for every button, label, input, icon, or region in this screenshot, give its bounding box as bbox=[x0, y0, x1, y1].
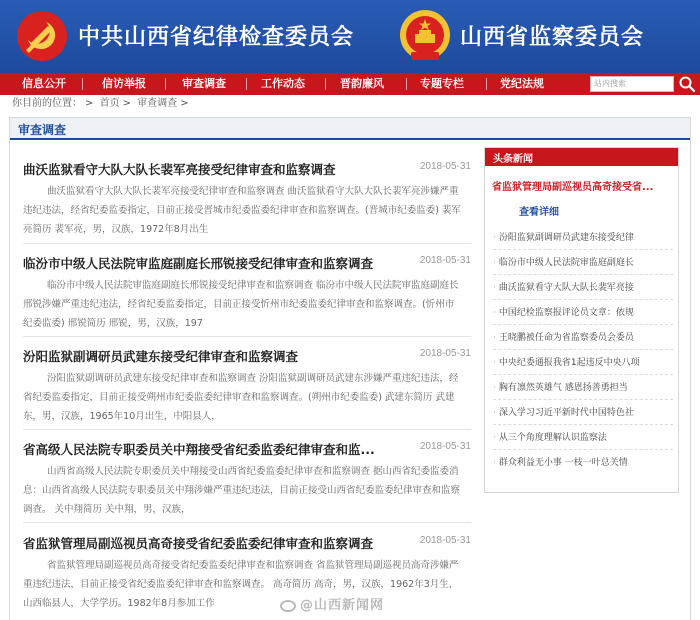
org-title-supervisory-commission[interactable]: 山西省监察委员会 bbox=[460, 25, 645, 50]
main-nav bbox=[0, 73, 700, 95]
list-item[interactable] bbox=[493, 376, 673, 400]
article-summary: 省监狱管理局副巡视员高奇接受省纪委监委纪律审查和监察调查 省监狱管理局副巡视员高奇涉嫌严重违纪违法，目前正接受省纪委监委纪律审查和监察调查。 高奇简历 高奇，男，汉族，1962年3月生，山西临县人，大学学历。1982年8月参加工作 bbox=[23, 560, 459, 609]
breadcrumb bbox=[12, 96, 192, 112]
site-header bbox=[0, 0, 700, 73]
list-item[interactable] bbox=[493, 426, 673, 450]
nav-divider bbox=[246, 78, 247, 90]
list-item-label: 深入学习习近平新时代中国特色社 bbox=[498, 408, 634, 418]
list-item[interactable] bbox=[493, 326, 673, 350]
bullet-icon: · bbox=[493, 408, 496, 418]
list-item[interactable] bbox=[493, 251, 673, 275]
article-summary: 汾阳监狱副调研员武建东接受纪律审查和监察调查 汾阳监狱副调研员武建东涉嫌严重违纪违法，经省纪委监委指定，目前正接受朔州市纪委监委纪律审查和监察调查。(朔州市纪委监委) 武建东简历 武建东，男，汉族，1965年10月出生，中阳县人， bbox=[23, 373, 459, 422]
list-item[interactable] bbox=[493, 276, 673, 300]
nav-item-review-investigation[interactable]: 审查调查 bbox=[182, 77, 226, 90]
bullet-icon: · bbox=[493, 458, 496, 468]
bullet-icon: · bbox=[493, 358, 496, 368]
headline-news-sidebar bbox=[484, 147, 679, 493]
bullet-icon: · bbox=[493, 433, 496, 443]
article-date: 2018-05-31 bbox=[419, 348, 471, 359]
section-header bbox=[10, 118, 690, 140]
breadcrumb-separator: > bbox=[122, 98, 131, 109]
list-item[interactable] bbox=[493, 451, 673, 475]
bullet-icon: · bbox=[493, 308, 496, 318]
article-title-link[interactable]: 汾阳监狱副调研员武建东接受纪律审查和监察调查 bbox=[23, 349, 299, 364]
article-date: 2018-05-31 bbox=[419, 535, 471, 546]
list-item[interactable] bbox=[493, 226, 673, 250]
sidebar-title: 头条新闻 bbox=[493, 154, 533, 165]
article-title-link[interactable]: 临汾市中级人民法院审监庭副庭长邢锐接受纪律审查和监察调查 bbox=[23, 256, 374, 271]
article-divider bbox=[23, 336, 471, 337]
nav-item-party-regulations[interactable]: 党纪法规 bbox=[500, 77, 544, 90]
list-item-label: 胸有凛然英雄气 感恩扬善勇担当 bbox=[498, 383, 628, 393]
article-divider bbox=[23, 522, 471, 523]
article-title-link[interactable]: 曲沃监狱看守大队大队长裴军亮接受纪律审查和监察调查 bbox=[23, 162, 336, 177]
nav-item-work-news[interactable]: 工作动态 bbox=[261, 77, 305, 90]
sidebar-header bbox=[485, 148, 678, 166]
headline-title-link[interactable]: 省监狱管理局副巡视员高奇接受省... bbox=[492, 182, 654, 193]
headline-more-link[interactable]: 查看详细 bbox=[519, 207, 559, 218]
article-title-link[interactable]: 省监狱管理局副巡视员高奇接受省纪委监委纪律审查和监察调查 bbox=[23, 536, 374, 551]
section-title: 审查调查 bbox=[18, 123, 67, 137]
list-item-label: 从三个角度理解认识监察法 bbox=[498, 433, 607, 443]
watermark bbox=[280, 594, 384, 613]
bullet-icon: · bbox=[493, 333, 496, 343]
list-item-label: 中国纪检监察报评论员文章：依规 bbox=[498, 308, 634, 318]
article-divider bbox=[23, 429, 471, 430]
bullet-icon: · bbox=[493, 283, 496, 293]
nav-divider bbox=[406, 78, 407, 90]
article-summary: 曲沃监狱看守大队大队长裴军亮接受纪律审查和监察调查 曲沃监狱看守大队大队长裴军亮涉嫌严重违纪违法，经省纪委监委指定，目前正接受晋城市纪委监委纪律审查和监察调查。(晋城市纪委监委) 裴军亮简历 裴军亮，男，汉族，1972年8月出生 bbox=[23, 186, 461, 235]
nav-item-info-disclosure[interactable]: 信息公开 bbox=[22, 77, 66, 90]
breadcrumb-home-link[interactable]: 首页 bbox=[99, 98, 120, 109]
watermark-text: @山西新闻网 bbox=[300, 598, 385, 613]
article-date: 2018-05-31 bbox=[419, 255, 471, 266]
breadcrumb-separator: > bbox=[180, 98, 189, 109]
list-item[interactable] bbox=[493, 401, 673, 425]
list-item-label: 曲沃监狱看守大队大队长裴军亮接 bbox=[498, 283, 634, 293]
nav-divider bbox=[165, 78, 166, 90]
bullet-icon: · bbox=[493, 233, 496, 243]
article-date: 2018-05-31 bbox=[419, 441, 471, 452]
nav-item-clean-governance[interactable]: 晋韵廉风 bbox=[340, 77, 384, 90]
nav-divider bbox=[82, 78, 83, 90]
list-item-label: 群众利益无小事 一枝一叶总关情 bbox=[498, 458, 628, 468]
list-item-label: 王晓鹏被任命为省监察委员会委员 bbox=[498, 333, 634, 343]
search-input[interactable]: 站内搜索 bbox=[590, 76, 674, 92]
breadcrumb-current[interactable]: 审查调查 bbox=[137, 98, 178, 109]
search-icon[interactable] bbox=[678, 75, 696, 93]
article-title-link[interactable]: 省高级人民法院专职委员关中翔接受省纪委监委纪律审查和监... bbox=[23, 442, 375, 457]
list-item-label: 临汾市中级人民法院审监庭副庭长 bbox=[498, 258, 634, 268]
party-emblem-icon bbox=[16, 10, 68, 62]
nav-divider bbox=[486, 78, 487, 90]
list-item[interactable] bbox=[493, 301, 673, 325]
article-summary: 山西省高级人民法院专职委员关中翔接受山西省纪委监委纪律审查和监察调查 据山西省纪委监委消息：山西省高级人民法院专职委员关中翔涉嫌严重违纪违法，目前正接受山西省纪委监委纪律审查和监察调查。 关中翔简历 关中翔，男，汉族， bbox=[23, 466, 461, 515]
nav-divider bbox=[325, 78, 326, 90]
breadcrumb-separator: > bbox=[85, 98, 94, 109]
breadcrumb-prefix: 你目前的位置： bbox=[12, 98, 82, 109]
article-date: 2018-05-31 bbox=[419, 161, 471, 172]
nav-item-special-topics[interactable]: 专题专栏 bbox=[420, 77, 464, 90]
list-item[interactable] bbox=[493, 351, 673, 375]
nav-item-petition-report[interactable]: 信访举报 bbox=[102, 77, 146, 90]
org-title-discipline-commission[interactable]: 中共山西省纪律检查委员会 bbox=[78, 25, 355, 50]
weibo-icon bbox=[280, 600, 296, 612]
bullet-icon: · bbox=[493, 258, 496, 268]
bullet-icon: · bbox=[493, 383, 496, 393]
national-emblem-icon bbox=[398, 8, 452, 64]
list-item-label: 中央纪委通报我省1起违反中央八项 bbox=[498, 358, 640, 368]
article-divider bbox=[23, 243, 471, 244]
article-summary: 临汾市中级人民法院审监庭副庭长邢锐接受纪律审查和监察调查 临汾市中级人民法院审监庭副庭长邢锐涉嫌严重违纪违法，经省纪委监委指定，目前正接受忻州市纪委监委纪律审查和监察调查。(忻州市纪委监委) 邢锐简历 邢锐，男，汉族，197 bbox=[23, 280, 459, 329]
list-item-label: 汾阳监狱副调研员武建东接受纪律 bbox=[498, 233, 634, 243]
